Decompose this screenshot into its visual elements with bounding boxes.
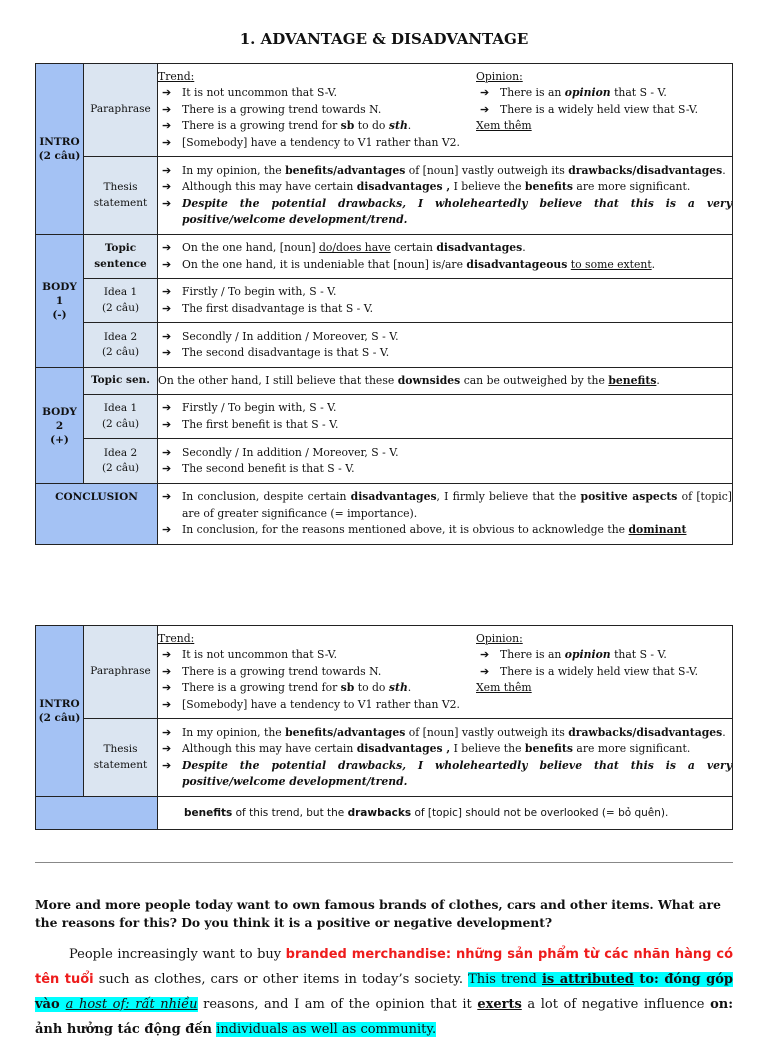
arrow-icon: ➔ [162,725,172,739]
arrow-icon: ➔ [162,301,172,315]
conclusion-label: CONCLUSION [36,484,158,545]
arrow-icon: ➔ [162,462,172,475]
arrow-icon: ➔ [162,241,172,254]
body1-topic-content: ➔ On the one hand, [noun] do/does have certain disadvantages. ➔ On the one hand, it is undeniable that [noun] is/are disadvantageous to some extent. [158,235,733,279]
see-more-link[interactable]: Xem thêm [476,119,532,133]
arrow-icon: ➔ [162,285,172,298]
arrow-icon: ➔ [162,523,172,537]
document-title: 1. ADVANTAGE & DISADVANTAGE [239,30,529,48]
intro-label: INTRO (2 câu) [36,64,84,235]
topic-sentence-label: Topic sen. [84,368,158,395]
body2-topic-content: On the other hand, I still believe that these downsides can be outweighed by the benefits. [158,368,733,395]
arrow-icon: ➔ [162,417,172,431]
arrow-icon: ➔ [162,86,172,100]
thesis-content: ➔ In my opinion, the benefits/advantages of [noun] vastly outweigh its drawbacks/disadvantages. ➔ Although this may have certain disadvantages , I believe the benefits are more significant. ➔ Despite the potential drawbacks, I wholeheartedly believe that this is a very positive/welcome development/trend. [158,719,733,797]
arrow-icon: ➔ [162,257,172,271]
conclusion-content: ➔ In conclusion, despite certain disadvantages, I firmly believe that the positive aspects of [topic] are of greater significance (= importance). ➔ In conclusion, for the reasons mentioned above, it is obvious to acknowledge the dominant [158,484,733,545]
trend-heading: Trend: [158,69,195,83]
blank-label-cell [36,797,158,830]
partial-row-content: benefits of this trend, but the drawbacks of [topic] should not be overlooked (= bỏ quên). [158,797,733,830]
section-divider [35,862,733,863]
arrow-icon: ➔ [162,681,172,695]
paraphrase-label: Paraphrase [84,626,158,719]
arrow-icon: ➔ [480,648,490,662]
arrow-icon: ➔ [162,445,172,459]
arrow-icon: ➔ [162,758,172,772]
idea2-label: Idea 2 (2 câu) [84,439,158,484]
essay-structure-table-repeat [35,625,733,830]
see-more-link[interactable]: Xem thêm [476,681,532,695]
arrow-icon: ➔ [162,664,172,678]
topic-sentence-label: Topic sentence [84,235,158,279]
arrow-icon: ➔ [162,119,172,133]
paraphrase-content: Trend: ➔ It is not uncommon that S-V. ➔ There is a growing trend towards N. ➔ There is a growing trend for sb to do sth. ➔ [Somebody] have a tendency to V1 rather than V2. Opinion: ➔ There is an opinion that S - V. ➔ There is a widely held view that S-V. Xem thêm [158,626,733,719]
essay-question: More and more people today want to own famous brands of clothes, cars and other items. What are the reasons for this? Do you think it is a positive or negative development? [35,897,721,930]
arrow-icon: ➔ [162,742,172,755]
arrow-icon: ➔ [162,135,172,149]
idea1-label: Idea 1 (2 câu) [84,395,158,439]
thesis-content: ➔ In my opinion, the benefits/advantages of [noun] vastly outweigh its drawbacks/disadvantages. ➔ Although this may have certain disadvantages , I believe the benefits are more significant. ➔ Despite the potential drawbacks, I wholeheartedly believe that this is a very positive/welcome development/trend. [158,157,733,235]
body1-idea2-content: ➔ Secondly / In addition / Moreover, S - V. ➔ The second disadvantage is that S - V. [158,323,733,368]
idea1-label: Idea 1 (2 câu) [84,279,158,323]
arrow-icon: ➔ [162,490,172,504]
body2-idea2-content: ➔ Secondly / In addition / Moreover, S - V. ➔ The second benefit is that S - V. [158,439,733,484]
opinion-heading: Opinion: [476,69,523,83]
arrow-icon: ➔ [162,102,172,116]
body2-idea1-content: ➔ Firstly / To begin with, S - V. ➔ The first benefit is that S - V. [158,395,733,439]
opinion-heading: Opinion: [476,631,523,645]
intro-label: INTRO (2 câu) [36,626,84,797]
body1-label: BODY 1 (-) [36,235,84,368]
thesis-label: Thesis statement [84,157,158,235]
body2-label: BODY 2 (+) [36,368,84,484]
arrow-icon: ➔ [162,196,172,210]
arrow-icon: ➔ [162,697,172,711]
arrow-icon: ➔ [162,329,172,343]
arrow-icon: ➔ [162,401,172,414]
idea2-label: Idea 2 (2 câu) [84,323,158,368]
arrow-icon: ➔ [162,648,172,662]
arrow-icon: ➔ [162,346,172,359]
thesis-label: Thesis statement [84,719,158,797]
paraphrase-label: Paraphrase [84,64,158,157]
arrow-icon: ➔ [480,86,490,100]
arrow-icon: ➔ [480,102,490,116]
trend-heading: Trend: [158,631,195,645]
essay-paragraph: People increasingly want to buy branded merchandise: những sản phẩm từ các nhãn hàng có tên tuổi such as clothes, cars or other items in today’s society. This trend is attributed to: đóng góp vào a host of: rất nhiều reasons, and I am of the opinion that it exerts a lot of negative influence on: ảnh hưởng tác động đến individuals as well as community. [35,947,733,1037]
essay-structure-table [35,63,733,545]
arrow-icon: ➔ [162,180,172,193]
paraphrase-content: Trend: ➔ It is not uncommon that S-V. ➔ There is a growing trend towards N. ➔ There is a growing trend for sb to do sth. ➔ [Somebody] have a tendency to V1 rather than V2. Opinion: ➔ There is an opinion that S - V. ➔ There is a widely held view that S-V. Xem thêm [158,64,733,157]
body1-idea1-content: ➔ Firstly / To begin with, S - V. ➔ The first disadvantage is that S - V. [158,279,733,323]
arrow-icon: ➔ [480,664,490,678]
arrow-icon: ➔ [162,163,172,177]
